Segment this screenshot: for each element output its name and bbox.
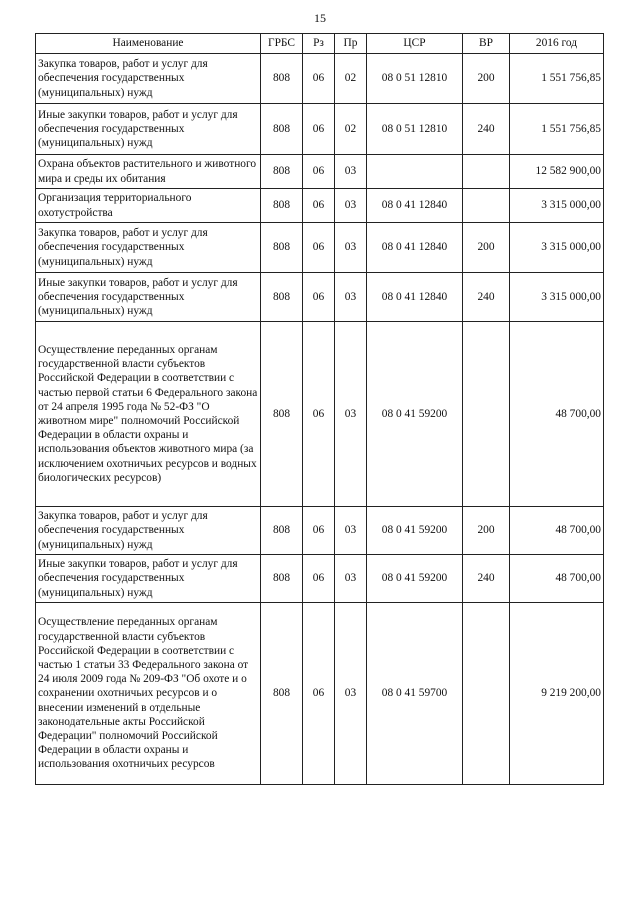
- header-pr: Пр: [335, 34, 367, 54]
- row-name: Охрана объектов растительного и животного мира и среды их обитания: [36, 155, 261, 189]
- table-row: [36, 273, 604, 322]
- row-name: Организация территориального охотустройства: [36, 189, 261, 223]
- row-csr: 08 0 41 12840: [367, 223, 463, 273]
- row-csr: 08 0 51 12810: [367, 54, 463, 104]
- header-rz: Рз: [303, 34, 335, 54]
- table-row: [36, 507, 604, 555]
- row-rz: 06: [303, 507, 335, 555]
- row-grbs: 808: [261, 104, 303, 155]
- row-vr: 240: [463, 104, 510, 155]
- row-pr: 03: [335, 322, 367, 507]
- row-pr: 03: [335, 273, 367, 322]
- row-grbs: 808: [261, 603, 303, 785]
- row-csr: 08 0 41 12840: [367, 189, 463, 223]
- row-name: Иные закупки товаров, работ и услуг для обеспечения государственных (муниципальных) нужд: [36, 555, 261, 603]
- row-name: Осуществление переданных органам государственной власти субъектов Российской Федерации в соответствии с частью первой статьи 6 Федерального закона от 24 апреля 1995 года № 52-ФЗ "О животном мире" полномочий Российской Федерации в области охраны и использования объектов животного мира (за исключением охотничьих ресурсов и водных биологических ресурсов): [36, 322, 261, 507]
- header-grbs: ГРБС: [261, 34, 303, 54]
- row-csr: 08 0 41 59700: [367, 603, 463, 785]
- row-name: Иные закупки товаров, работ и услуг для обеспечения государственных (муниципальных) нужд: [36, 273, 261, 322]
- table-row: [36, 555, 604, 603]
- row-vr: 200: [463, 54, 510, 104]
- row-vr: 200: [463, 507, 510, 555]
- table-row: [36, 155, 604, 189]
- row-rz: 06: [303, 322, 335, 507]
- table-body: [36, 54, 604, 785]
- row-pr: 03: [335, 155, 367, 189]
- table-row: [36, 104, 604, 155]
- row-csr: [367, 155, 463, 189]
- row-rz: 06: [303, 54, 335, 104]
- row-grbs: 808: [261, 189, 303, 223]
- row-grbs: 808: [261, 555, 303, 603]
- header-csr: ЦСР: [367, 34, 463, 54]
- row-vr: [463, 189, 510, 223]
- row-rz: 06: [303, 104, 335, 155]
- row-amount: 48 700,00: [510, 507, 604, 555]
- row-amount: 48 700,00: [510, 555, 604, 603]
- table-row: [36, 54, 604, 104]
- row-csr: 08 0 41 59200: [367, 507, 463, 555]
- header-row: [36, 34, 604, 54]
- row-name: Закупка товаров, работ и услуг для обеспечения государственных (муниципальных) нужд: [36, 54, 261, 104]
- row-csr: 08 0 41 12840: [367, 273, 463, 322]
- row-csr: 08 0 51 12810: [367, 104, 463, 155]
- row-amount: 3 315 000,00: [510, 189, 604, 223]
- row-grbs: 808: [261, 507, 303, 555]
- row-amount: 3 315 000,00: [510, 273, 604, 322]
- table-row: [36, 322, 604, 507]
- row-pr: 02: [335, 54, 367, 104]
- row-rz: 06: [303, 223, 335, 273]
- table-row: [36, 603, 604, 785]
- row-vr: 240: [463, 555, 510, 603]
- row-vr: [463, 603, 510, 785]
- row-csr: 08 0 41 59200: [367, 322, 463, 507]
- row-name: Иные закупки товаров, работ и услуг для обеспечения государственных (муниципальных) нужд: [36, 104, 261, 155]
- row-rz: 06: [303, 555, 335, 603]
- row-pr: 03: [335, 223, 367, 273]
- row-pr: 03: [335, 603, 367, 785]
- row-rz: 06: [303, 273, 335, 322]
- row-amount: 3 315 000,00: [510, 223, 604, 273]
- row-name: Закупка товаров, работ и услуг для обеспечения государственных (муниципальных) нужд: [36, 507, 261, 555]
- row-pr: 03: [335, 555, 367, 603]
- row-vr: [463, 155, 510, 189]
- row-vr: 200: [463, 223, 510, 273]
- header-name: Наименование: [36, 34, 261, 54]
- row-name: Закупка товаров, работ и услуг для обеспечения государственных (муниципальных) нужд: [36, 223, 261, 273]
- row-name: Осуществление переданных органам государственной власти субъектов Российской Федерации в соответствии с частью 1 статьи 33 Федерального закона от 24 июля 2009 года № 209-ФЗ "Об охоте и о сохранении охотничьих ресурсов и о внесении изменений в отдельные законодательные акты Российской Федерации" полномочий Российской Федерации в области охраны и использования охотничьих ресурсов: [36, 603, 261, 785]
- table-row: [36, 189, 604, 223]
- row-vr: [463, 322, 510, 507]
- header-vr: ВР: [463, 34, 510, 54]
- row-rz: 06: [303, 603, 335, 785]
- row-pr: 03: [335, 189, 367, 223]
- row-amount: 1 551 756,85: [510, 54, 604, 104]
- row-rz: 06: [303, 155, 335, 189]
- row-grbs: 808: [261, 322, 303, 507]
- row-rz: 06: [303, 189, 335, 223]
- row-grbs: 808: [261, 155, 303, 189]
- row-csr: 08 0 41 59200: [367, 555, 463, 603]
- row-pr: 02: [335, 104, 367, 155]
- row-grbs: 808: [261, 223, 303, 273]
- table-row: [36, 223, 604, 273]
- row-amount: 9 219 200,00: [510, 603, 604, 785]
- row-vr: 240: [463, 273, 510, 322]
- page-number: 15: [314, 11, 326, 25]
- row-grbs: 808: [261, 54, 303, 104]
- row-amount: 48 700,00: [510, 322, 604, 507]
- row-amount: 1 551 756,85: [510, 104, 604, 155]
- row-amount: 12 582 900,00: [510, 155, 604, 189]
- header-amount: 2016 год: [510, 34, 604, 54]
- row-pr: 03: [335, 507, 367, 555]
- budget-table: [35, 33, 604, 785]
- row-grbs: 808: [261, 273, 303, 322]
